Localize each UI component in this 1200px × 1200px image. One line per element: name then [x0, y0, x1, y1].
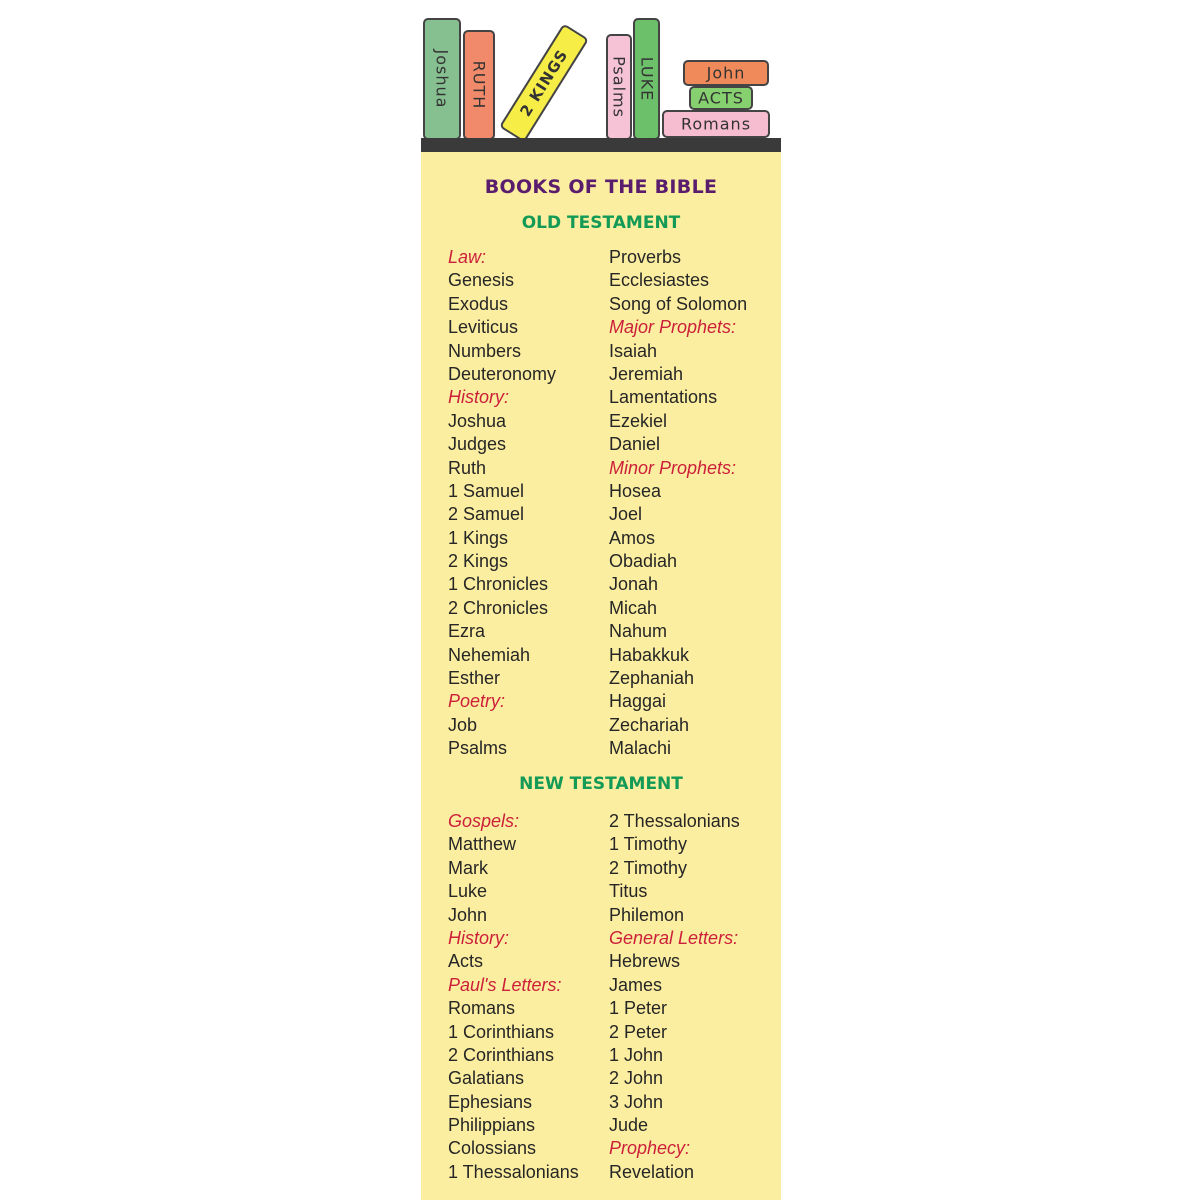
category-heading: Gospels: — [448, 811, 520, 831]
book-name: Genesis — [448, 270, 515, 291]
book-name: Revelation — [609, 1161, 695, 1182]
book-name: Proverbs — [609, 247, 682, 267]
category-heading: Minor Prophets: — [609, 457, 737, 478]
book-name: 2 Timothy — [609, 857, 688, 878]
bookmark-title: BOOKS OF THE BIBLE — [484, 176, 718, 198]
book-acts-label: ACTS — [698, 88, 744, 108]
book-name: Acts — [448, 951, 484, 972]
bookshelf-illustration — [421, 0, 781, 140]
book-name: Titus — [609, 881, 648, 902]
new-testament-right-column — [609, 810, 740, 1184]
old-testament-heading: OLD TESTAMENT — [521, 213, 681, 233]
book-psalms — [606, 34, 632, 140]
book-romans — [662, 110, 770, 138]
book-name: Ruth — [448, 457, 487, 478]
book-joshua — [423, 18, 461, 140]
book-name: Nahum — [609, 621, 668, 642]
category-heading: Poetry: — [448, 691, 506, 712]
book-2kings — [499, 23, 589, 142]
book-name: 1 John — [609, 1044, 664, 1065]
book-name: Psalms — [448, 738, 508, 759]
book-ruth-label: RUTH — [469, 60, 489, 110]
book-name: 1 Samuel — [448, 480, 525, 501]
book-acts — [689, 86, 753, 110]
book-name: 2 Samuel — [448, 504, 525, 525]
book-name: Numbers — [448, 340, 522, 361]
book-name: 1 Corinthians — [448, 1021, 555, 1042]
new-testament-heading: NEW TESTAMENT — [519, 774, 683, 794]
book-name: 2 John — [609, 1068, 664, 1089]
book-name: Lamentations — [609, 387, 718, 408]
book-name: Leviticus — [448, 317, 519, 338]
book-name: Philemon — [609, 904, 685, 925]
old-testament-right-column — [609, 246, 747, 761]
book-name: 2 Chronicles — [448, 597, 549, 618]
book-romans-label: Romans — [680, 114, 752, 134]
book-name: Philippians — [448, 1115, 536, 1136]
book-name: Daniel — [609, 434, 661, 455]
book-name: 1 Thessalonians — [448, 1161, 579, 1182]
category-heading: Paul's Letters: — [448, 974, 562, 995]
book-name: Jude — [609, 1115, 649, 1136]
book-name: Ezekiel — [609, 410, 668, 431]
book-name: Mark — [448, 857, 488, 878]
category-heading: History: — [448, 387, 510, 408]
book-ruth — [463, 30, 495, 140]
book-name: Zephaniah — [609, 668, 695, 689]
book-name: 3 John — [609, 1091, 664, 1112]
book-name: Hebrews — [609, 951, 681, 972]
book-name: Joel — [609, 504, 643, 525]
book-name: 1 Peter — [609, 998, 668, 1019]
book-name: Amos — [609, 527, 656, 548]
book-name: Jonah — [609, 574, 659, 595]
book-name: Ephesians — [448, 1091, 533, 1112]
book-john — [683, 60, 769, 86]
book-name: Deuteronomy — [448, 363, 557, 384]
bookmark — [421, 0, 781, 1200]
book-name: John — [448, 904, 488, 925]
book-2kings-label: 2 KINGS — [516, 46, 572, 120]
book-john-label: John — [706, 63, 746, 83]
book-name: Judges — [448, 434, 507, 455]
category-heading: Law: — [448, 247, 487, 267]
book-name: James — [609, 974, 663, 995]
book-name: Matthew — [448, 834, 517, 855]
book-name: Habakkuk — [609, 644, 690, 665]
book-name: 2 Thessalonians — [609, 811, 740, 831]
book-name: 1 Timothy — [609, 834, 688, 855]
book-name: Jeremiah — [609, 363, 684, 384]
book-psalms-label: Psalms — [609, 56, 629, 118]
book-name: Song of Solomon — [609, 293, 748, 314]
book-name: Colossians — [448, 1138, 537, 1159]
book-name: 1 Kings — [448, 527, 509, 548]
book-name: Isaiah — [609, 340, 658, 361]
book-luke-label: LUKE — [637, 56, 656, 102]
book-name: Luke — [448, 881, 488, 902]
book-name: 1 Chronicles — [448, 574, 549, 595]
book-name: Haggai — [609, 691, 667, 712]
book-name: Malachi — [609, 738, 672, 759]
book-name: 2 Peter — [609, 1021, 668, 1042]
book-name: Ezra — [448, 621, 486, 642]
category-heading: Major Prophets: — [609, 317, 737, 338]
book-name: Exodus — [448, 293, 509, 314]
book-name: Job — [448, 714, 478, 735]
book-name: Hosea — [609, 480, 662, 501]
book-name: Ecclesiastes — [609, 270, 710, 291]
category-heading: Prophecy: — [609, 1138, 691, 1159]
book-name: 2 Kings — [448, 551, 509, 572]
old-testament-left-column — [448, 246, 556, 761]
category-heading: General Letters: — [609, 927, 739, 948]
book-name: Galatians — [448, 1068, 525, 1089]
new-testament-left-column — [448, 810, 579, 1184]
book-name: Obadiah — [609, 551, 678, 572]
book-name: Zechariah — [609, 714, 690, 735]
book-name: Joshua — [448, 410, 507, 431]
book-name: Esther — [448, 668, 501, 689]
book-name: Romans — [448, 998, 516, 1019]
book-joshua-label: Joshua — [432, 49, 452, 109]
shelf-bar — [421, 138, 781, 152]
book-name: Micah — [609, 597, 658, 618]
book-luke — [633, 18, 660, 140]
book-name: Nehemiah — [448, 644, 531, 665]
category-heading: History: — [448, 927, 510, 948]
book-name: 2 Corinthians — [448, 1044, 555, 1065]
